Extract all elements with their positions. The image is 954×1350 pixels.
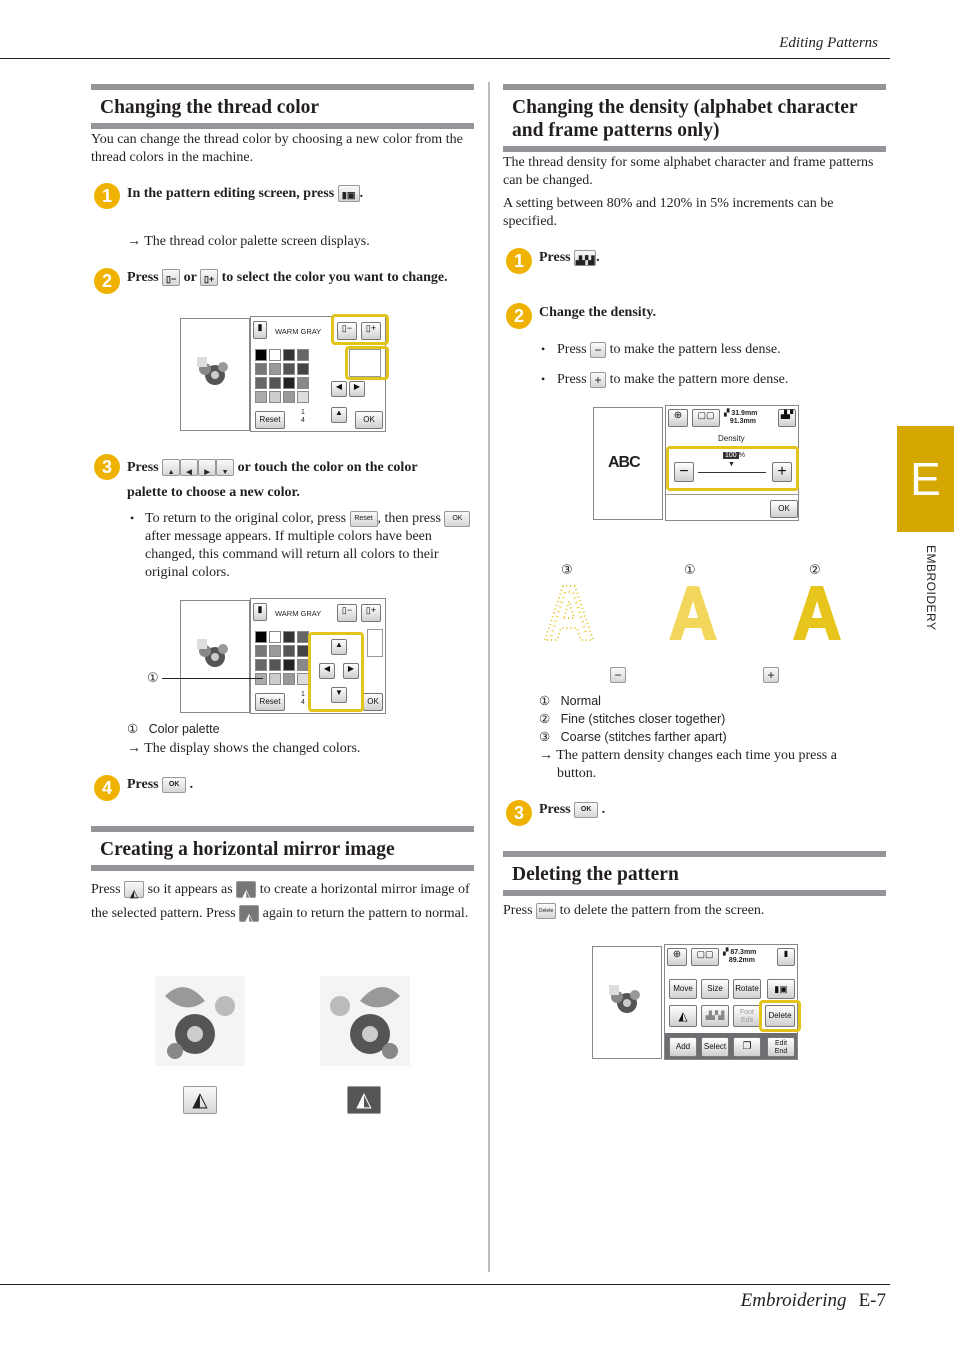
chapter-tab: E bbox=[897, 426, 954, 532]
callout-line bbox=[162, 678, 263, 679]
arrow-right-icon[interactable]: ▶ bbox=[198, 459, 216, 476]
delete-text: Press Delete to delete the pattern from the screen. bbox=[503, 903, 765, 918]
step-2-text: Change the density. bbox=[539, 305, 657, 320]
arrow-down-icon[interactable]: ▼ bbox=[216, 459, 234, 476]
ok-button[interactable]: OK bbox=[363, 693, 383, 711]
plus-icon[interactable]: + bbox=[763, 667, 779, 683]
marker-fine: ② bbox=[809, 562, 821, 577]
font-edit-button[interactable]: Font Edit bbox=[733, 1005, 761, 1027]
frame-icon[interactable]: ▢▢ bbox=[691, 948, 719, 966]
highlight-color-buttons bbox=[331, 314, 389, 345]
step-1-text: In the pattern editing screen, press ▮▣ . bbox=[127, 186, 364, 201]
next-color-icon[interactable]: ▯+ bbox=[200, 269, 218, 286]
step-3-badge: 3 bbox=[94, 454, 120, 480]
step-3-text: Press ▲ ◀ ▶ ▼ or touch the color on the color palette to choose a new color. bbox=[127, 460, 418, 500]
callout-number: ① bbox=[147, 670, 159, 685]
preview-text: ABC bbox=[608, 454, 640, 471]
density-button[interactable]: ▟▞▟ bbox=[701, 1005, 729, 1027]
running-title: Editing Patterns bbox=[779, 35, 878, 51]
spool-icon: ▮ bbox=[253, 603, 267, 621]
mirror-on-icon[interactable]: ◭ bbox=[236, 881, 256, 898]
legend-normal: ① Normal bbox=[539, 694, 601, 708]
ok-icon[interactable]: OK bbox=[162, 777, 186, 793]
minus-icon[interactable]: − bbox=[610, 667, 626, 683]
arrow-up-icon[interactable]: ▲ bbox=[162, 459, 180, 476]
step-2-badge: 2 bbox=[506, 303, 532, 329]
bullet-dot: • bbox=[541, 372, 546, 386]
footer-rule bbox=[0, 1284, 890, 1285]
arrow-left-icon[interactable]: ◀ bbox=[180, 459, 198, 476]
flower-pattern-icon bbox=[195, 355, 235, 393]
density-intro-2: A setting between 80% and 120% in 5% increments can be specified. bbox=[503, 196, 834, 229]
letter-a-coarse bbox=[543, 584, 595, 642]
select-button[interactable]: Select bbox=[701, 1037, 729, 1057]
zoom-icon[interactable]: ⊕ bbox=[667, 948, 687, 966]
density-intro-1: The thread density for some alphabet character and frame patterns can be changed. bbox=[503, 155, 874, 188]
spool-icon[interactable]: ▮ bbox=[777, 948, 795, 966]
selected-color-preview bbox=[367, 629, 383, 657]
thread-name: WARM GRAY bbox=[275, 327, 322, 336]
edit-end-button[interactable]: Edit End bbox=[767, 1037, 795, 1057]
density-plus-button[interactable]: + bbox=[772, 462, 792, 482]
step-3-result: → The display shows the changed colors. bbox=[127, 741, 361, 756]
arrow-up-button[interactable]: ▲ bbox=[331, 407, 347, 423]
footer-section: Embroidering bbox=[740, 1290, 847, 1311]
section-mirror bbox=[91, 826, 474, 871]
size-button[interactable]: Size bbox=[701, 979, 729, 999]
rotate-button[interactable]: Rotate bbox=[733, 979, 761, 999]
next-color-button[interactable]: ▯+ bbox=[361, 604, 381, 622]
callout-legend: ① Color palette bbox=[127, 722, 220, 736]
chapter-label: EMBROIDERY bbox=[924, 545, 938, 631]
bullet-dot: • bbox=[130, 511, 135, 525]
divider bbox=[666, 494, 798, 495]
prev-color-button[interactable]: ▯− bbox=[337, 604, 357, 622]
header-rule bbox=[0, 58, 890, 59]
mirror-on-icon[interactable]: ◭ bbox=[239, 905, 259, 922]
delete-icon[interactable]: Delete bbox=[536, 903, 556, 919]
size-readout: ▞ 31.9mm 91.3mm bbox=[724, 410, 758, 425]
legend-fine: ② Fine (stitches closer together) bbox=[539, 712, 726, 726]
mirror-off-button[interactable]: ◭ bbox=[183, 1086, 217, 1114]
add-button[interactable]: Add bbox=[669, 1037, 697, 1057]
section-delete bbox=[503, 851, 886, 896]
highlight-arrow-keys bbox=[308, 632, 364, 712]
section-density bbox=[503, 84, 886, 152]
step-2-badge: 2 bbox=[94, 268, 120, 294]
spool-icon[interactable]: ▮▣ bbox=[767, 979, 795, 999]
color-counter: 1 4 bbox=[301, 691, 305, 706]
ok-button[interactable]: OK bbox=[770, 500, 798, 518]
color-palette-icon[interactable]: ▮▣ bbox=[338, 185, 360, 202]
section-title: Creating a horizontal mirror image bbox=[100, 839, 395, 860]
step-3-badge: 3 bbox=[506, 800, 532, 826]
highlight-density-control bbox=[666, 446, 799, 491]
mirror-button[interactable]: ◭ bbox=[669, 1005, 697, 1027]
page-number: E-7 bbox=[858, 1290, 886, 1311]
step-3-text: Press OK . bbox=[539, 802, 606, 817]
zoom-icon[interactable]: ⊕ bbox=[668, 409, 688, 427]
step-4-text: Press OK . bbox=[127, 777, 194, 792]
reset-instruction: To return to the original color, press Reset , then press OK after message appears. If multiple colors have been changed, this command will return all colors to their original colors. bbox=[145, 510, 475, 582]
section-title: Changing the density (alphabet character and frame patterns only) bbox=[512, 97, 858, 141]
arrow-down-button[interactable]: ▼ bbox=[331, 687, 347, 703]
arrow-right-button[interactable]: ▶ bbox=[343, 663, 359, 679]
step-1-badge: 1 bbox=[94, 183, 120, 209]
section-title: Deleting the pattern bbox=[512, 864, 679, 885]
section-title: Changing the thread color bbox=[100, 97, 320, 118]
plus-icon[interactable]: + bbox=[590, 372, 606, 388]
step-1-badge: 1 bbox=[506, 248, 532, 274]
density-preview bbox=[593, 407, 663, 520]
column-divider bbox=[488, 82, 490, 1272]
size-readout: ▞ 87.3mm 89.2mm bbox=[723, 949, 757, 964]
marker-normal: ① bbox=[684, 562, 696, 577]
reset-icon[interactable]: Reset bbox=[350, 511, 378, 527]
color-counter: 1 4 bbox=[301, 409, 305, 424]
spool-icon: ▮ bbox=[253, 321, 267, 339]
ok-button[interactable]: OK bbox=[355, 411, 383, 429]
slider-marker: ▼ bbox=[728, 461, 735, 468]
more-dense-instruction: Press + to make the pattern more dense. bbox=[557, 372, 789, 387]
color-grid[interactable] bbox=[255, 631, 313, 689]
density-result: → The pattern density changes each time you press a button. bbox=[539, 748, 837, 781]
highlight-delete-button bbox=[759, 1000, 801, 1032]
pattern-preview bbox=[180, 318, 250, 431]
pattern-normal-image bbox=[155, 976, 245, 1066]
pattern-preview-2 bbox=[180, 600, 250, 713]
ok-icon[interactable]: OK bbox=[444, 511, 470, 527]
color-grid[interactable] bbox=[255, 349, 313, 407]
pattern-mirrored-image bbox=[320, 976, 410, 1066]
less-dense-instruction: Press − to make the pattern less dense. bbox=[557, 342, 781, 357]
frame-icon[interactable]: ▢▢ bbox=[692, 409, 720, 427]
move-button[interactable]: Move bbox=[669, 979, 697, 999]
density-button[interactable]: ▟▞ bbox=[778, 409, 796, 427]
density-value: 100 % bbox=[725, 452, 745, 459]
bullet-dot: • bbox=[541, 342, 546, 356]
reset-button[interactable]: Reset bbox=[255, 693, 285, 711]
prev-color-icon[interactable]: ▯− bbox=[162, 269, 180, 286]
mirror-on-button[interactable]: ◭ bbox=[347, 1086, 381, 1114]
memory-icon[interactable]: ❐ bbox=[733, 1037, 761, 1057]
arrow-left-button[interactable]: ◀ bbox=[319, 663, 335, 679]
thread-name: WARM GRAY bbox=[275, 609, 322, 618]
arrow-left-button[interactable]: ◀ bbox=[331, 381, 347, 397]
minus-icon[interactable]: − bbox=[590, 342, 606, 358]
density-label: Density bbox=[718, 434, 745, 443]
marker-coarse: ③ bbox=[561, 562, 573, 577]
prev-color-button[interactable]: ▯− bbox=[337, 322, 357, 340]
intro-text: You can change the thread color by choosing a new color from the thread colors in the machine. bbox=[91, 132, 463, 165]
step-2-text: Press ▯− or ▯+ to select the color you want to change. bbox=[127, 270, 448, 285]
next-color-button[interactable]: ▯+ bbox=[361, 322, 381, 340]
flower-pattern-icon bbox=[607, 983, 647, 1021]
density-icon[interactable]: ▟▞▟ bbox=[574, 250, 596, 266]
delete-button[interactable]: Delete bbox=[765, 1005, 795, 1027]
ok-icon[interactable]: OK bbox=[574, 802, 598, 818]
letter-a-fine bbox=[791, 584, 843, 642]
flower-pattern-icon bbox=[195, 637, 235, 675]
footer bbox=[741, 1290, 886, 1312]
step-1-text: Press ▟▞▟ . bbox=[539, 250, 600, 265]
step-4-badge: 4 bbox=[94, 775, 120, 801]
highlight-preview bbox=[345, 346, 389, 380]
section-thread-color bbox=[91, 84, 474, 129]
reset-button[interactable]: Reset bbox=[255, 411, 285, 429]
step-1-result: → The thread color palette screen displays. bbox=[127, 234, 370, 249]
arrow-right-button[interactable]: ▶ bbox=[349, 381, 365, 397]
legend-coarse: ③ Coarse (stitches farther apart) bbox=[539, 730, 727, 744]
letter-a-normal bbox=[667, 584, 719, 642]
density-minus-button[interactable]: − bbox=[674, 462, 694, 482]
mirror-off-icon[interactable]: ◭ bbox=[124, 881, 144, 898]
delete-pattern-preview bbox=[592, 946, 662, 1059]
mirror-text: Press ◭ so it appears as ◭ to create a horizontal mirror image of the selected pattern. Press ◭ again to return the pattern to normal. bbox=[91, 882, 470, 925]
arrow-up-button[interactable]: ▲ bbox=[331, 639, 347, 655]
